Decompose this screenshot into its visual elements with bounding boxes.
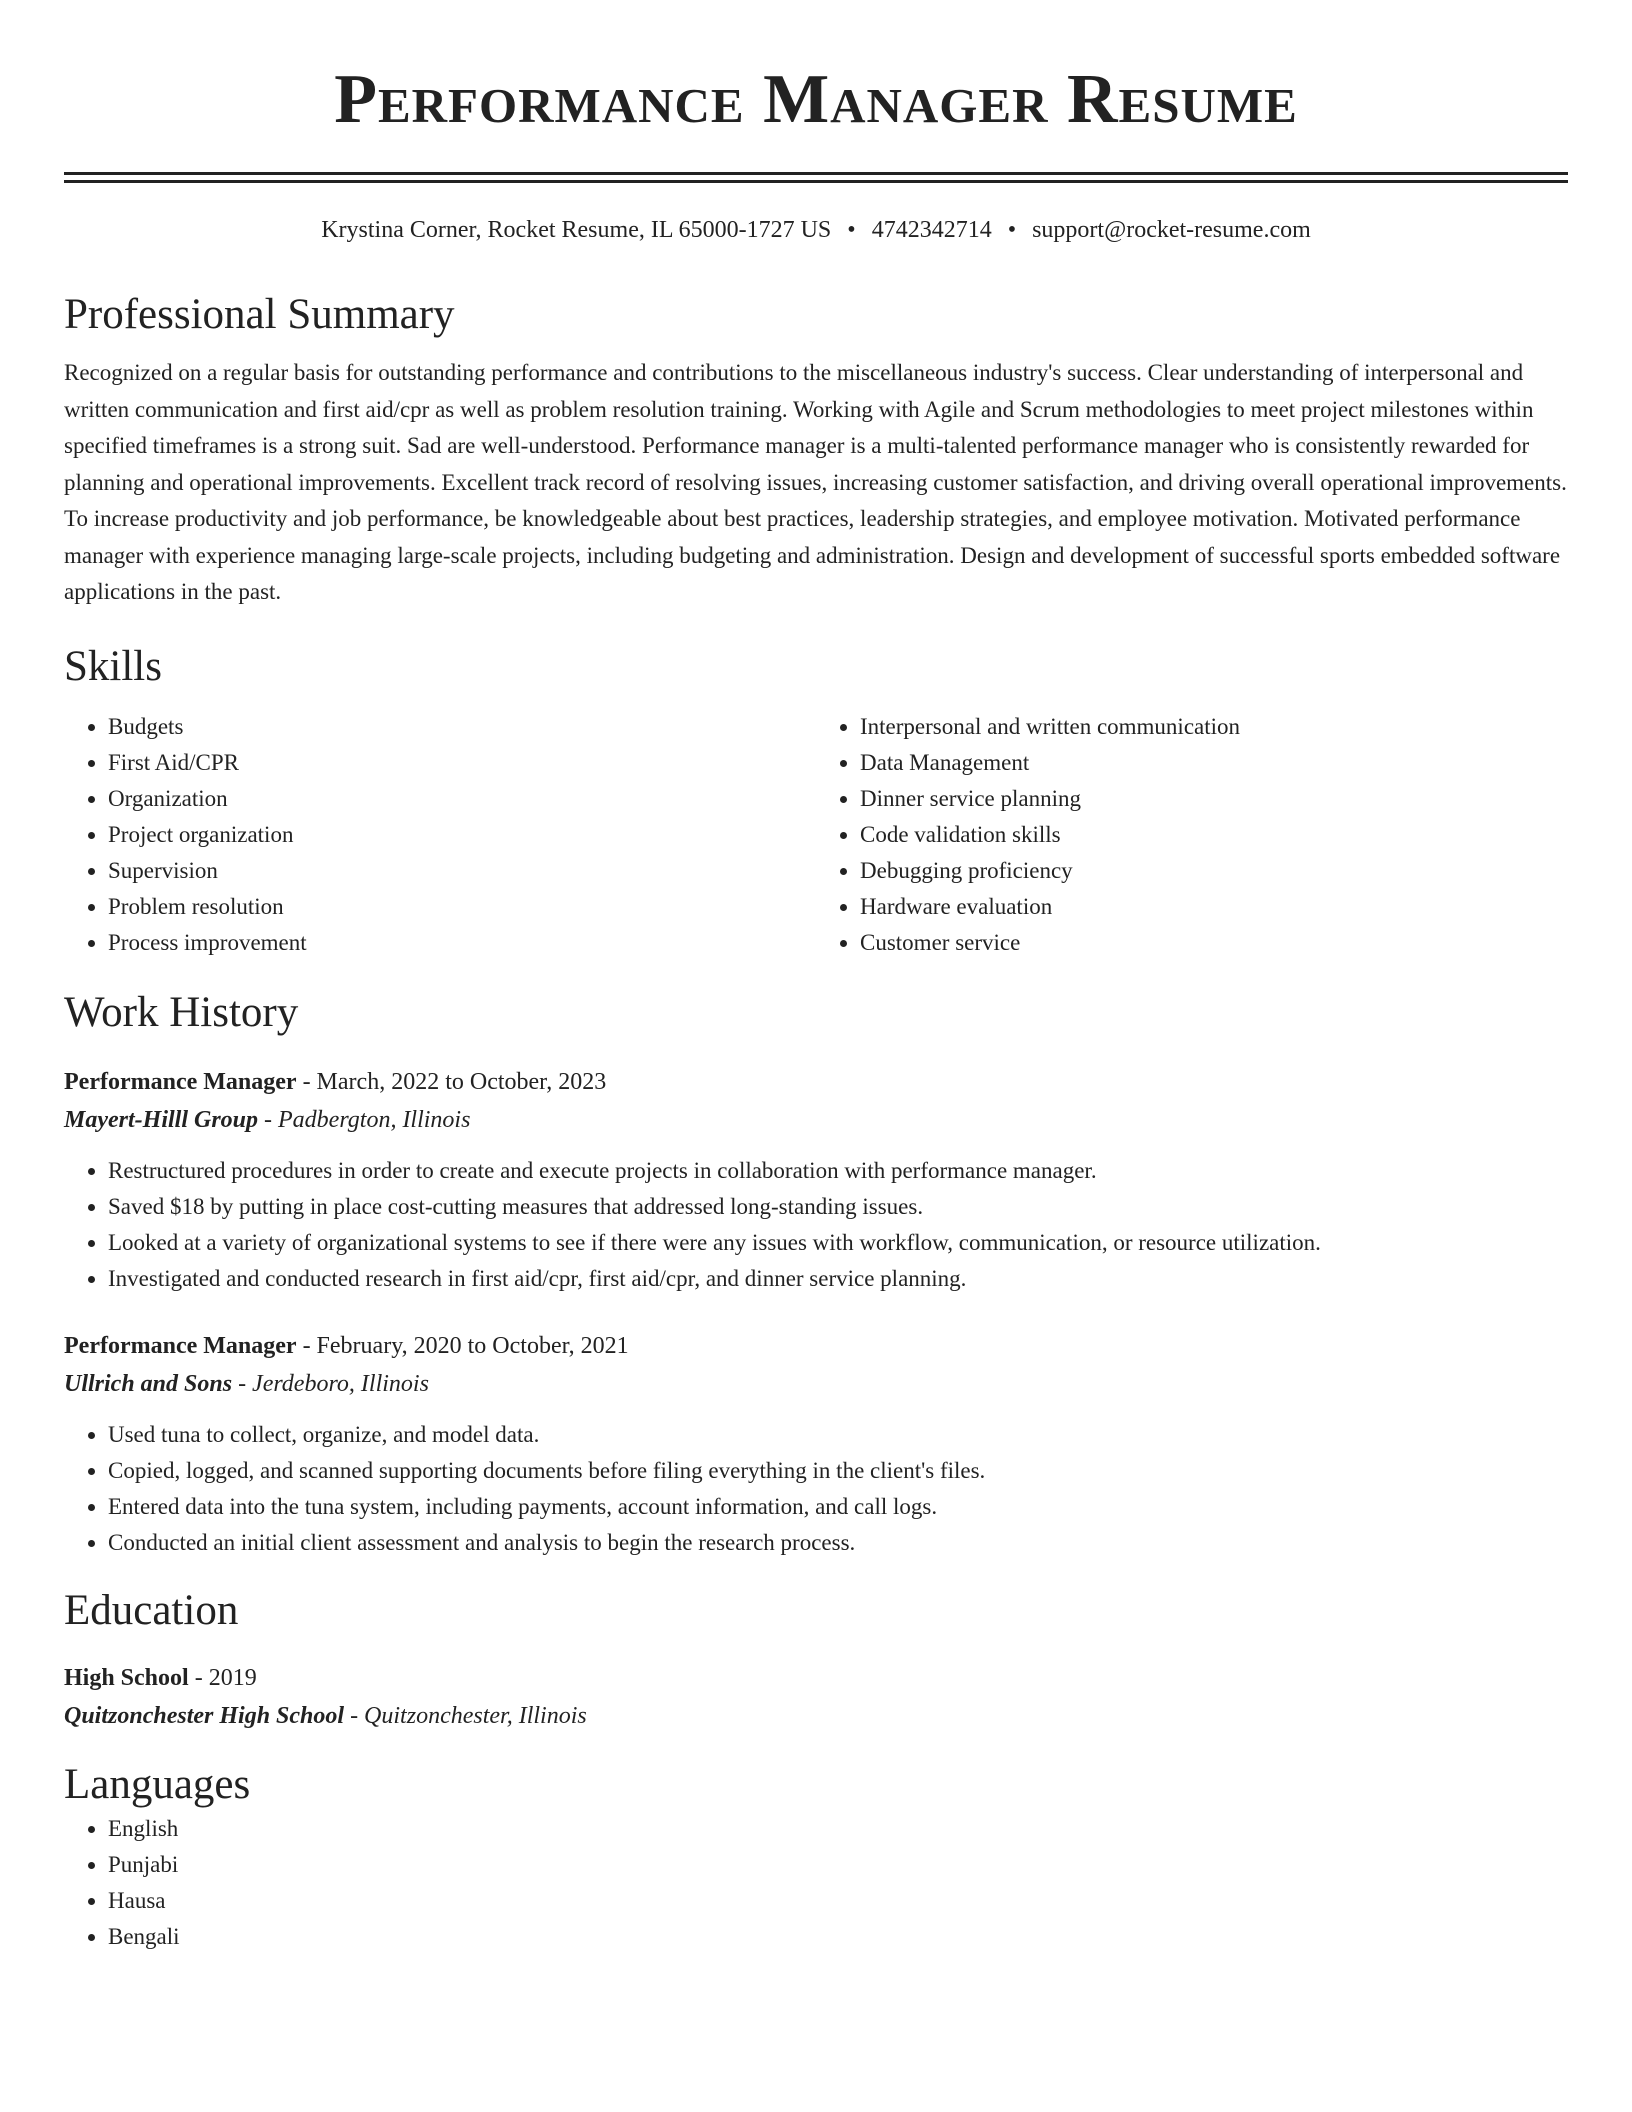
job-bullets — [64, 1417, 1568, 1561]
job-role: Performance Manager — [64, 1068, 297, 1095]
skill-item: • Interpersonal and written communication — [860, 709, 1568, 745]
skill-item: • Process improvement — [108, 925, 816, 961]
job-role: Performance Manager — [64, 1332, 297, 1359]
job-entry — [64, 1063, 1568, 1297]
job-company: Ullrich and Sons — [64, 1370, 233, 1397]
job-title-line — [64, 1327, 1568, 1365]
language-item: • English — [108, 1811, 1568, 1847]
job-bullet: • Conducted an initial client assessment and analysis to begin the research process. — [108, 1525, 1568, 1561]
job-location: - Padbergton, Illinois — [258, 1106, 471, 1133]
skill-item: • Problem resolution — [108, 889, 816, 925]
skill-item: • Supervision — [108, 853, 816, 889]
job-dates: - February, 2020 to October, 2021 — [296, 1332, 629, 1359]
skill-item: • Hardware evaluation — [860, 889, 1568, 925]
education-heading: Education — [64, 1586, 239, 1634]
skills-list — [64, 709, 1568, 961]
summary-text: Recognized on a regular basis for outstanding performance and contributions to the miscellaneous industry's success. Clear understanding of interpersonal and written communication and first aid/cpr as well as problem resolution training. Working with Agile and Scrum methodologies to meet project milestones within specified timeframes is a strong suit. Sad are well-understood. Performance manager is a multi-talented performance manager who is consistently rewarded for planning and operational improvements. Excellent track record of resolving issues, increasing customer satisfaction, and driving overall operational improvements. To increase productivity and job performance, be knowledgeable about best practices, leadership strategies, and employee motivation. Motivated performance manager with experience managing large-scale projects, including budgeting and administration. Design and development of successful sports embedded software applications in the past. — [64, 360, 1567, 604]
education-year: - 2019 — [188, 1664, 257, 1691]
skill-item: • Code validation skills — [860, 817, 1568, 853]
job-bullet: • Used tuna to collect, organize, and model data. — [108, 1417, 1568, 1453]
skill-item: • Project organization — [108, 817, 816, 853]
contact-separator: • — [1007, 217, 1017, 243]
education-degree: High School — [64, 1664, 189, 1691]
job-company: Mayert-Hilll Group — [64, 1106, 259, 1133]
education-location: - Quitzonchester, Illinois — [344, 1702, 587, 1729]
contact-address: Krystina Corner, Rocket Resume, IL 65000-1727 US — [321, 217, 832, 243]
title-divider — [64, 172, 1568, 183]
skills-column-left — [64, 709, 816, 961]
job-bullet: • Restructured procedures in order to create and execute projects in collaboration with performance manager. — [108, 1153, 1568, 1189]
skill-item: • Dinner service planning — [860, 781, 1568, 817]
education-entry — [64, 1659, 1568, 1735]
job-bullet: • Entered data into the tuna system, including payments, account information, and call logs. — [108, 1489, 1568, 1525]
skill-item: • Data Management — [860, 745, 1568, 781]
contact-line — [64, 213, 1568, 247]
language-item: • Bengali — [108, 1919, 1568, 1955]
education-school-line — [64, 1697, 1568, 1735]
skills-heading: Skills — [64, 642, 162, 690]
job-bullet: • Saved $18 by putting in place cost-cutting measures that addressed long-standing issues. — [108, 1189, 1568, 1225]
education-degree-line — [64, 1659, 1568, 1697]
job-company-line — [64, 1365, 1568, 1403]
job-bullets — [64, 1153, 1568, 1297]
job-location: - Jerdeboro, Illinois — [232, 1370, 429, 1397]
work-history-heading: Work History — [64, 988, 299, 1036]
contact-separator: • — [847, 217, 856, 243]
skill-item: • Debugging proficiency — [860, 853, 1568, 889]
contact-email: support@rocket-resume.com — [1032, 217, 1311, 243]
job-company-line — [64, 1101, 1568, 1139]
job-bullet: • Looked at a variety of organizational systems to see if there were any issues with workflow, communication, or resource utilization. — [108, 1225, 1568, 1261]
job-title-line — [64, 1063, 1568, 1101]
languages-heading: Languages — [64, 1760, 251, 1808]
education-school: Quitzonchester High School — [64, 1702, 345, 1729]
job-bullet: • Copied, logged, and scanned supporting documents before filing everything in the client's files. — [108, 1453, 1568, 1489]
skill-item: • Budgets — [108, 709, 816, 745]
skills-column-right — [816, 709, 1568, 961]
language-item: • Hausa — [108, 1883, 1568, 1919]
resume-title: Performance Manager Resume — [334, 61, 1298, 138]
skill-item: • Customer service — [860, 925, 1568, 961]
job-bullet: • Investigated and conducted research in first aid/cpr, first aid/cpr, and dinner service planning. — [108, 1261, 1568, 1297]
language-item: • Punjabi — [108, 1847, 1568, 1883]
job-dates: - March, 2022 to October, 2023 — [296, 1068, 607, 1095]
skill-item: • Organization — [108, 781, 816, 817]
summary-heading: Professional Summary — [64, 291, 455, 338]
contact-phone: 4742342714 — [871, 217, 992, 243]
job-entry — [64, 1327, 1568, 1561]
skill-item: • First Aid/CPR — [108, 745, 816, 781]
languages-list — [64, 1811, 1568, 1955]
